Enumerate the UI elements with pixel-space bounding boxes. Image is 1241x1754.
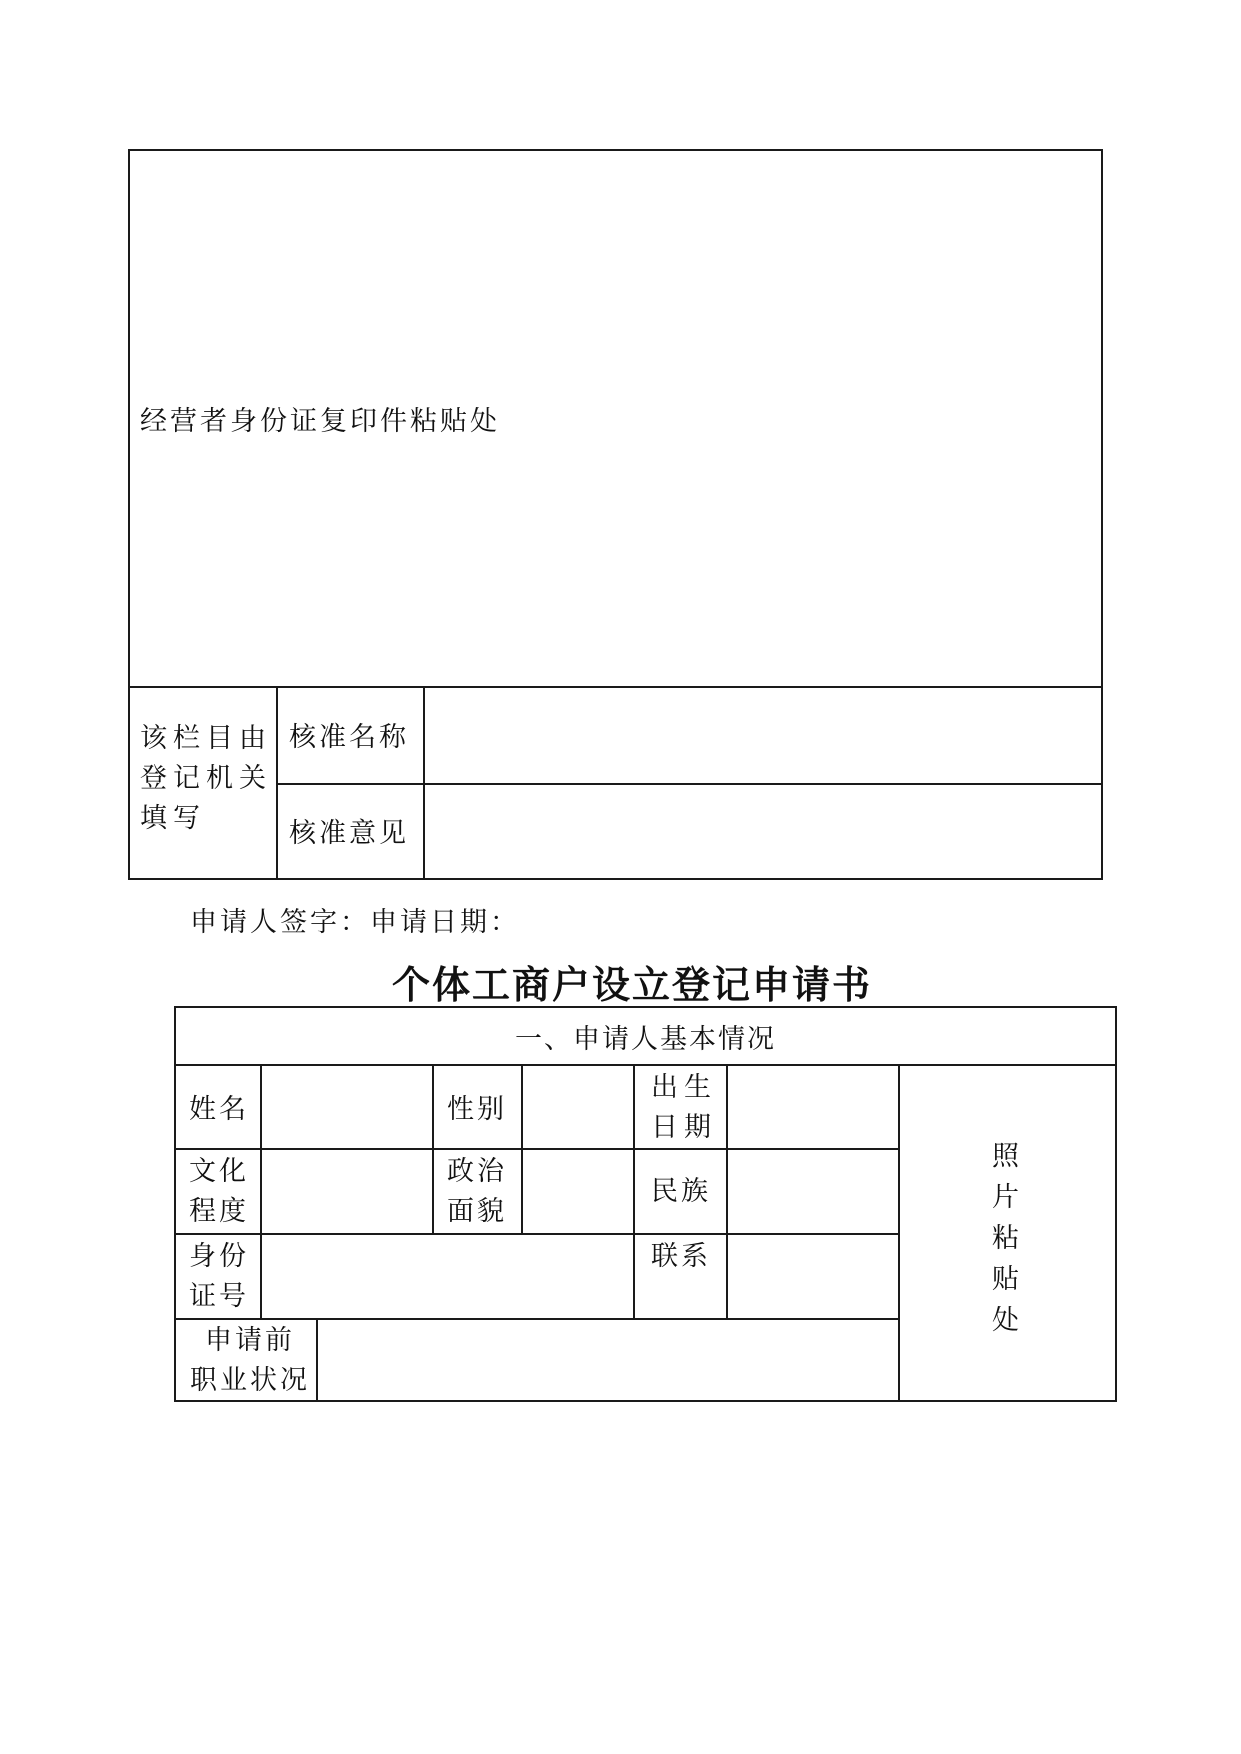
- id-number-label-line-1: 身份: [189, 1241, 249, 1272]
- political-status-label-line-1: 政治: [447, 1156, 507, 1187]
- signature-date-line: 申请人签字：申请日期：: [190, 907, 520, 938]
- approved-name-field[interactable]: [425, 688, 1101, 783]
- name-field[interactable]: [262, 1066, 432, 1148]
- id-copy-paste-area-label: 经营者身份证复印件粘贴处: [140, 406, 500, 437]
- education-label-line-2: 程度: [189, 1196, 249, 1227]
- photo-label-char-5: 处: [992, 1305, 1022, 1336]
- prior-occupation-label: [190, 1321, 310, 1401]
- prior-occupation-label-line-1: 申请前: [205, 1325, 295, 1356]
- education-label: [189, 1152, 249, 1232]
- col-line-d: [633, 1064, 635, 1318]
- name-label: 姓名: [189, 1094, 249, 1125]
- political-status-label-line-2: 面貌: [447, 1196, 507, 1227]
- divider-registry-col-1: [276, 686, 278, 880]
- education-field[interactable]: [262, 1150, 432, 1233]
- id-number-label-line-2: 证号: [189, 1281, 249, 1312]
- photo-label-char-2: 片: [992, 1182, 1022, 1213]
- registry-note-line-1: 该栏目由: [140, 723, 272, 754]
- ethnicity-label: 民族: [651, 1176, 711, 1207]
- prior-occupation-field[interactable]: [318, 1320, 898, 1400]
- political-status-field[interactable]: [523, 1150, 633, 1233]
- section-header-basic-info: [176, 1008, 1115, 1064]
- birth-date-label: [651, 1068, 717, 1148]
- approval-opinion-field[interactable]: [425, 785, 1101, 878]
- gender-label: 性别: [447, 1094, 507, 1125]
- approval-opinion-label: 核准意见: [289, 818, 409, 849]
- ethnicity-field[interactable]: [728, 1150, 898, 1233]
- registry-note: [140, 719, 272, 839]
- photo-paste-label: [992, 1136, 1022, 1341]
- approved-name-label: 核准名称: [289, 722, 409, 753]
- registry-note-line-3: 填写: [140, 803, 206, 834]
- contact-label: 联系: [651, 1241, 711, 1272]
- political-status-label: [447, 1152, 507, 1232]
- education-label-line-1: 文化: [189, 1156, 249, 1187]
- section-header-text: 一、申请人基本情况: [515, 1023, 776, 1055]
- id-number-field[interactable]: [262, 1235, 633, 1318]
- contact-field[interactable]: [728, 1235, 898, 1318]
- photo-label-char-3: 粘: [992, 1223, 1022, 1254]
- birth-date-label-line-1: 出生: [651, 1072, 717, 1103]
- application-title: 个体工商户设立登记申请书: [392, 962, 873, 1007]
- gender-field[interactable]: [523, 1066, 633, 1148]
- registry-note-line-2: 登记机关: [140, 763, 272, 794]
- id-number-label: [189, 1237, 249, 1317]
- photo-label-char-1: 照: [992, 1141, 1022, 1172]
- birth-date-label-line-2: 日期: [651, 1112, 717, 1143]
- prior-occupation-label-line-2: 职业状况: [190, 1365, 310, 1396]
- birth-date-field[interactable]: [728, 1066, 898, 1148]
- col-line-b: [432, 1064, 434, 1233]
- photo-label-char-4: 贴: [992, 1264, 1022, 1295]
